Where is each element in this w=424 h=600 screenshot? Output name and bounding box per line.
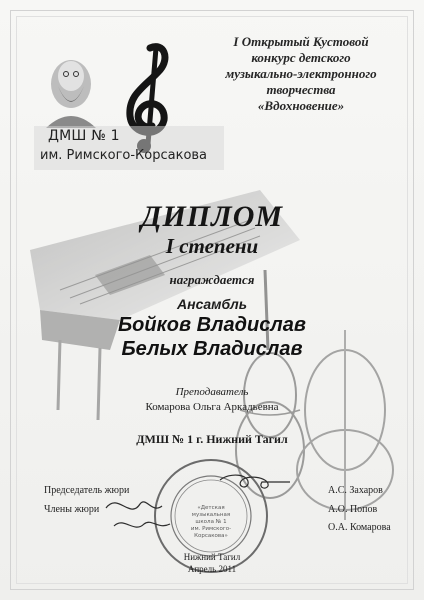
footer-date: Апрель 2011 bbox=[187, 564, 237, 574]
recipient-name-1: Бойков Владислав bbox=[118, 314, 306, 336]
diploma-degree: I степени bbox=[165, 234, 259, 258]
contest-line2: конкурс детского bbox=[251, 50, 351, 65]
svg-text:школа № 1: школа № 1 bbox=[195, 519, 227, 525]
contest-line4: творчества bbox=[266, 82, 336, 97]
ensemble-label: Ансамбль bbox=[177, 296, 247, 312]
signer-name-3: О.А. Комарова bbox=[328, 522, 391, 533]
footer-city: Нижний Тагил bbox=[183, 552, 241, 562]
contest-title bbox=[196, 34, 406, 114]
contest-line1: I Открытый Кустовой bbox=[233, 34, 369, 49]
school-badge-line1: ДМШ № 1 bbox=[48, 128, 120, 144]
awarded-label: награждается bbox=[169, 272, 255, 287]
handwritten-signatures bbox=[100, 470, 300, 540]
contest-line5: «Вдохновение» bbox=[257, 98, 345, 113]
diploma-title: ДИПЛОМ bbox=[140, 200, 284, 233]
teacher-name: Комарова Ольга Аркадьевна bbox=[145, 401, 279, 413]
jury-members-label: Члены жюри bbox=[44, 504, 100, 515]
svg-text:музыкальная: музыкальная bbox=[191, 512, 231, 518]
contest-line3: музыкально-электронного bbox=[225, 66, 377, 81]
signer-name-2: А.О. Попов bbox=[328, 504, 378, 515]
signer-name-1: А.С. Захаров bbox=[328, 485, 383, 496]
school-full-name: ДМШ № 1 г. Нижний Тагил bbox=[136, 432, 288, 446]
recipient-name-2: Белых Владислав bbox=[121, 338, 303, 360]
chairman-label: Председатель жюри bbox=[44, 485, 130, 496]
teacher-label: Преподаватель bbox=[175, 386, 249, 398]
svg-text:Корсакова»: Корсакова» bbox=[194, 533, 228, 539]
svg-text:«Детская: «Детская bbox=[197, 505, 225, 511]
school-badge-line2: им. Римского-Корсакова bbox=[40, 148, 208, 163]
svg-text:им. Римского-: им. Римского- bbox=[190, 526, 232, 532]
composer-portrait bbox=[36, 46, 106, 128]
